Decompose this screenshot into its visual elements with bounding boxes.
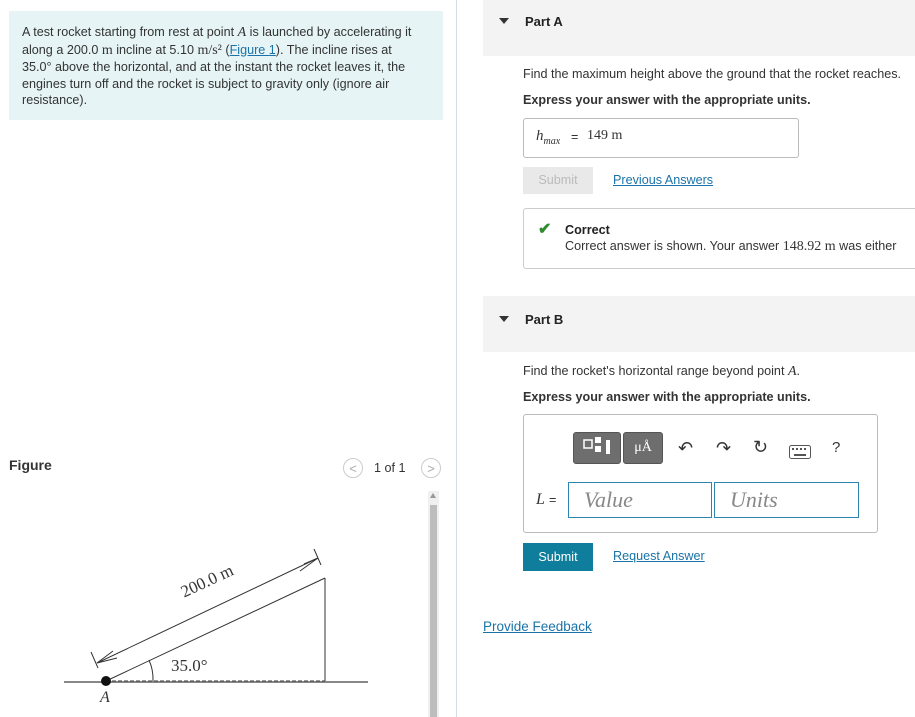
redo-icon[interactable]: ↷ (716, 438, 732, 458)
figure-pager-label: 1 of 1 (374, 461, 406, 475)
point-a-label: A (100, 689, 110, 706)
incline-diagram (0, 540, 420, 717)
units-symbols-button[interactable]: μÅ (623, 432, 663, 464)
l-variable: L (536, 491, 545, 508)
correct-status-title: Correct (565, 223, 610, 237)
problem-text: A test rocket starting from rest at point A is launched by accelerating it along a 200.0 m incline at 5.10 m/s² (Figure 1). The incline rises at 35.0° above the horizontal, and at the instant the rocket leaves it, the engines turn off and the rocket is subject to gravity only (ignore air resistance). (22, 25, 412, 108)
part-b-title: Part B (525, 312, 564, 327)
collapse-part-a-icon[interactable] (499, 18, 509, 24)
help-button[interactable]: ? (832, 439, 841, 456)
part-a-prompt: Find the maximum height above the ground that the rocket reaches. (523, 67, 902, 81)
part-b-equals: = (549, 493, 557, 507)
angle-label: 35.0° (171, 656, 208, 675)
part-a-submit-button[interactable]: Submit (523, 167, 593, 194)
part-a-title: Part A (525, 14, 563, 29)
checkmark-icon: ✔ (538, 221, 552, 238)
templates-button[interactable] (573, 432, 621, 464)
figure-link[interactable]: Figure 1 (229, 42, 276, 57)
part-a-answer-value: 149 m (587, 128, 623, 143)
dimension-arrowhead-left (97, 651, 117, 663)
previous-answers-link[interactable]: Previous Answers (613, 173, 714, 187)
collapse-part-b-icon[interactable] (499, 316, 509, 322)
angle-arc (149, 660, 153, 681)
units-input[interactable]: Units (714, 482, 859, 518)
scroll-up-arrow[interactable] (430, 493, 436, 498)
part-a-equals: = (571, 130, 579, 144)
value-input[interactable]: Value (568, 482, 712, 518)
length-label: 200.0 m (176, 560, 239, 603)
reset-icon[interactable]: ↻ (753, 437, 769, 457)
provide-feedback-link[interactable]: Provide Feedback (483, 619, 592, 634)
figure-next-button[interactable]: > (421, 458, 441, 478)
dimension-tick-left (91, 652, 98, 668)
figure-heading: Figure (9, 457, 52, 473)
part-b-instruction: Express your answer with the appropriate units. (523, 390, 811, 404)
keyboard-icon[interactable] (789, 445, 811, 459)
correct-status-text: Correct answer is shown. Your answer 148.92 m was either (565, 239, 897, 254)
undo-icon[interactable]: ↶ (678, 438, 694, 458)
figure-scrollbar[interactable] (428, 491, 439, 717)
column-divider (456, 0, 457, 717)
dimension-arrowhead-right (300, 558, 318, 571)
scroll-thumb[interactable] (430, 505, 437, 717)
point-a-marker (101, 676, 111, 686)
part-b-submit-button[interactable]: Submit (523, 543, 593, 571)
fraction-template-icon (574, 433, 620, 463)
figure-prev-button[interactable]: < (343, 458, 363, 478)
request-answer-link[interactable]: Request Answer (613, 549, 705, 563)
incline-line (106, 578, 325, 681)
part-a-instruction: Express your answer with the appropriate units. (523, 93, 811, 107)
h-max-variable: $h_{max}$ (536, 128, 561, 147)
dimension-tick-right (314, 549, 321, 565)
part-a-answer-display (523, 118, 799, 158)
part-b-prompt: Find the rocket's horizontal range beyond point A. (523, 364, 800, 379)
